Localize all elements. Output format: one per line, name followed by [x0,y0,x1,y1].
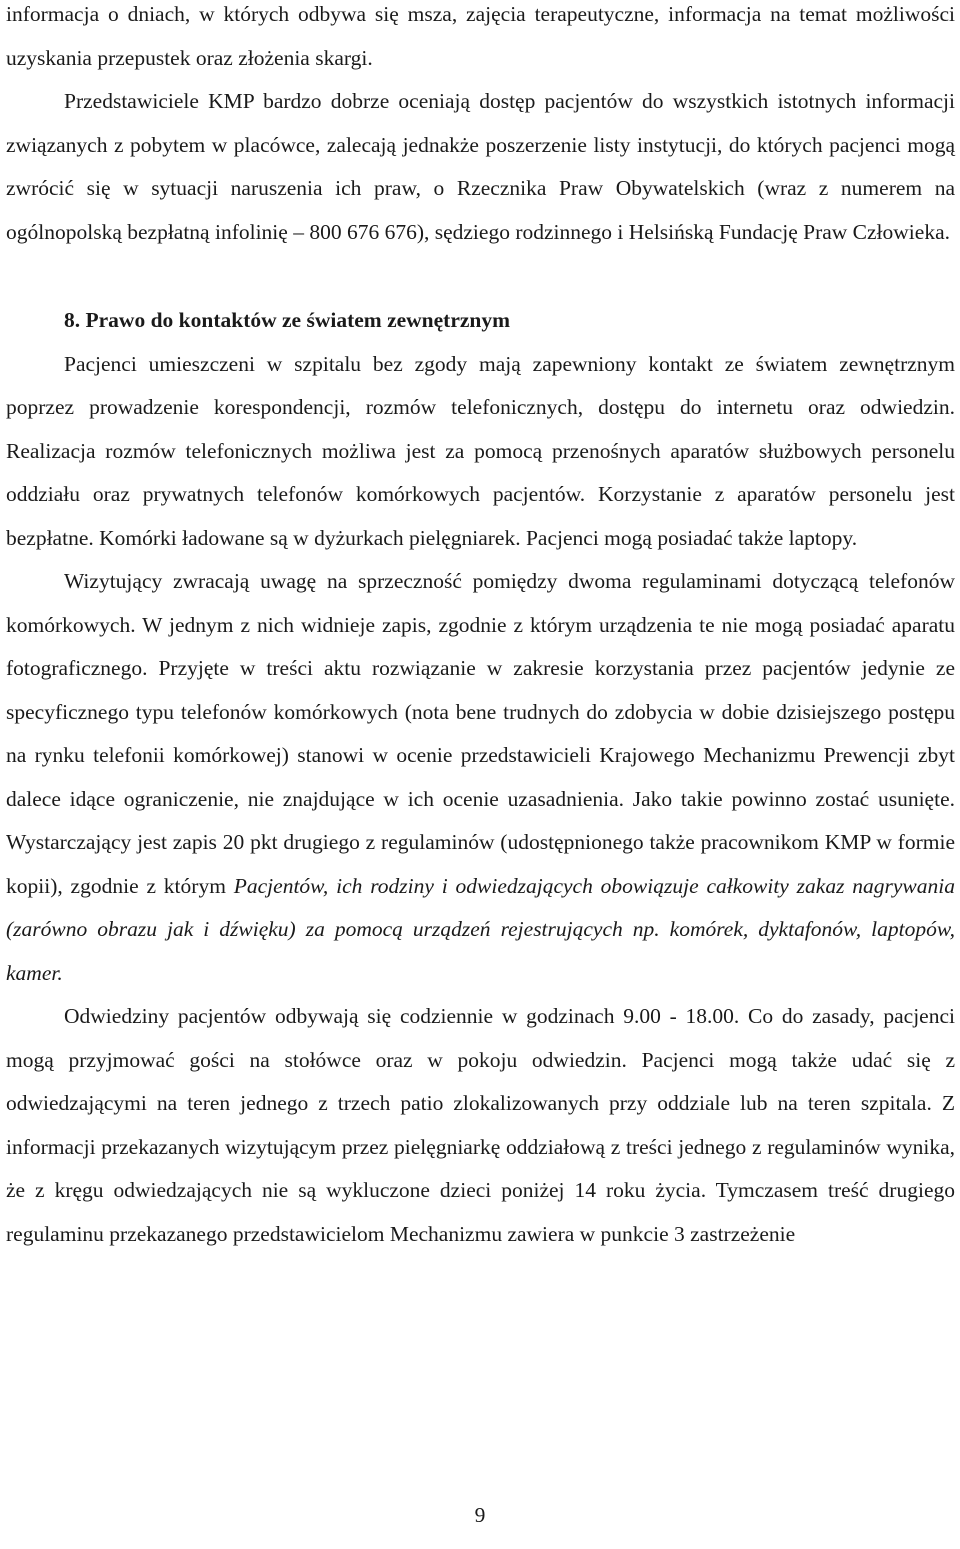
paragraph-continuation: informacja o dniach, w których odbywa się msza, zajęcia terapeutyczne, informacja na temat możliwości uzyskania przepustek oraz złożenia skargi. [6,2,955,70]
paragraph-external-contact: Pacjenci umieszczeni w szpitalu bez zgody mają zapewniony kontakt ze światem zewnętrznym poprzez prowadzenie korespondencji, rozmów telefonicznych, dostępu do internetu oraz odwiedzin. Realizacja rozmów telefonicznych możliwa jest za pomocą przenośnych aparatów służbowych personelu oddziału oraz prywatnych telefonów komórkowych pacjentów. Korzystanie z aparatów personelu jest bezpłatne. Komórki ładowane są w dyżurkach pielęgniarek. Pacjenci mogą posiadać także laptopy. [6,351,955,550]
page-number: 9 [474,1503,486,1527]
regulation-quote: Pacjentów, ich rodziny i odwiedzających obowiązuje całkowity zakaz nagrywania (zarówno obrazu jak i dźwięku) za pomocą urządzeń rejestrujących np. komórek, dyktafonów, laptopów, kamer. [6,873,955,985]
paragraph-kmp-information-access: Przedstawiciele KMP bardzo dobrze oceniają dostęp pacjentów do wszystkich istotnych informacji związanych z pobytem w placówce, zalecają jednakże poszerzenie listy instytucji, do których pacjenci mogą zwrócić się w sytuacji naruszenia ich praw, o Rzecznika Praw Obywatelskich (wraz z numerem na ogólnopolską bezpłatną infolinię – 800 676 676), sędziego rodzinnego i Helsińską Fundację Praw Człowieka. [6,89,955,244]
paragraph-phone-regulations [6,560,955,995]
paragraph-phone-regulations-text: Wizytujący zwracają uwagę na sprzeczność pomiędzy dwoma regulaminami dotyczącą telefonów komórkowych. W jednym z nich widnieje zapis, zgodnie z którym urządzenia te nie mogą posiadać aparatu fotograficznego. Przyjęte w treści aktu rozwiązanie w zakresie korzystania przez pacjentów jedynie ze specyficznego typu telefonów komórkowych (nota bene trudnych do zdobycia w dobie dzisiejszego postępu na rynku telefonii komórkowej) stanowi w ocenie przedstawicieli Krajowego Mechanizmu Prewencji zbyt dalece idące ograniczenie, nie znajdujące w ich ocenie uzasadnienia. Jako takie powinno zostać usunięte. Wystarczający jest zapis 20 pkt drugiego z regulaminów (udostępnionego także pracownikom KMP w formie kopii), zgodnie z którym [6,569,955,898]
paragraph-visits: Odwiedziny pacjentów odbywają się codziennie w godzinach 9.00 - 18.00. Co do zasady, pacjenci mogą przyjmować gości na stołówce oraz w pokoju odwiedzin. Pacjenci mogą także udać się z odwiedzającymi na teren jednego z trzech patio zlokalizowanych przy oddziale lub na teren szpitala. Z informacji przekazanych wizytującym przez pielęgniarkę oddziałową z treści jednego z regulaminów wynika, że z kręgu odwiedzających nie są wykluczone dzieci poniżej 14 roku życia. Tymczasem treść drugiego regulaminu przekazanego przedstawicielom Mechanizmu zawiera w punkcie 3 zastrzeżenie [6,1004,955,1246]
document-page [6,0,955,1256]
section-heading: 8. Prawo do kontaktów ze światem zewnętrznym [64,308,511,332]
